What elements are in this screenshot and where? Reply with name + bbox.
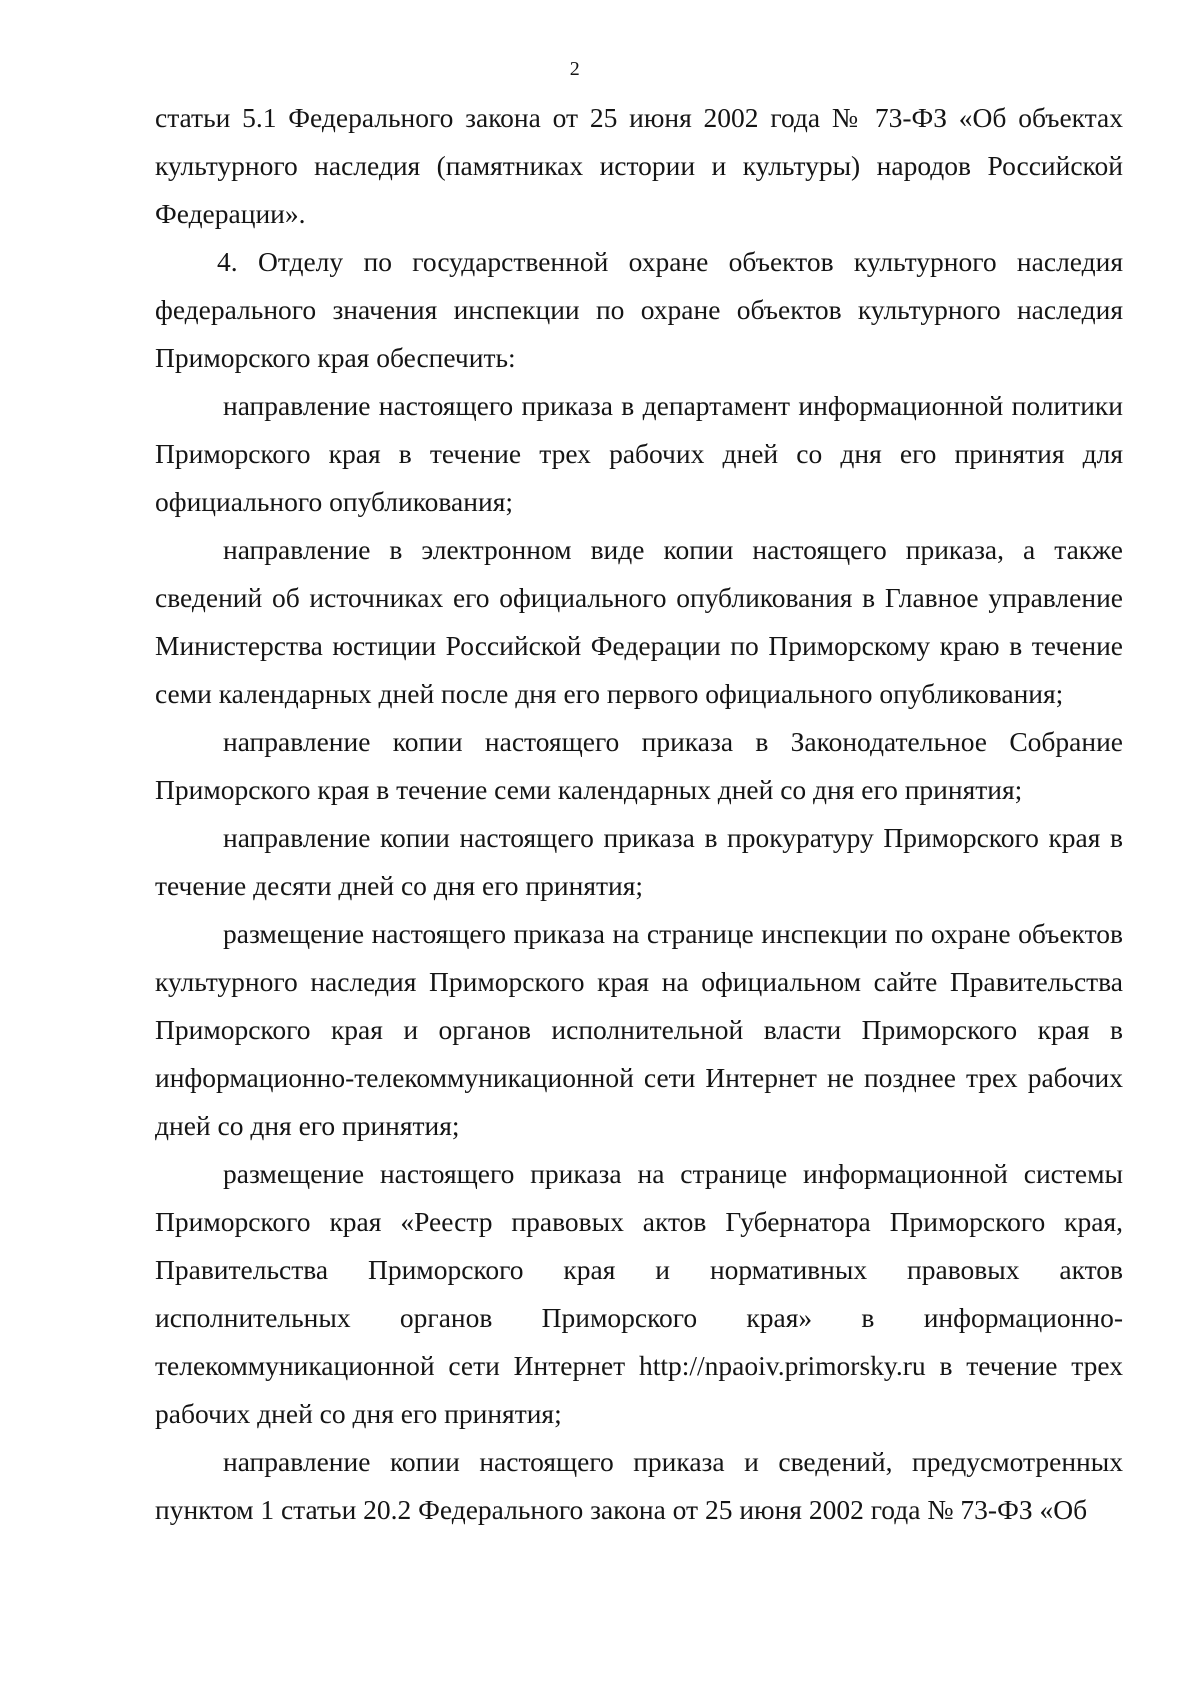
paragraph-info-policy: направление настоящего приказа в департамент информационной политики Приморского края в течение трех рабочих дней со дня его принятия для официального опубликования; (155, 390, 1123, 517)
paragraph-official-site: размещение настоящего приказа на странице инспекции по охране объектов культурного наследия Приморского края на официальном сайте Правительства Приморского края и органов исполнительной власти Приморского края в информационно-телекоммуникационной сети Интернет не позднее трех рабочих дней со дня его принятия; (155, 918, 1123, 1141)
paragraph-prosecutor: направление копии настоящего приказа в прокуратуру Приморского края в течение десяти дней со дня его принятия; (155, 822, 1123, 901)
paragraph-ministry-justice: направление в электронном виде копии настоящего приказа, а также сведений об источниках его официального опубликования в Главное управление Министерства юстиции Российской Федерации по Приморскому краю в течение семи календарных дней после дня его первого официального опубликования; (155, 534, 1123, 709)
paragraph-item-4: 4. Отделу по государственной охране объектов культурного наследия федерального значения инспекции по охране объектов культурного наследия Приморского края обеспечить: (155, 246, 1123, 373)
paragraph-continuation: статьи 5.1 Федерального закона от 25 июня 2002 года № 73-ФЗ «Об объектах культурного наследия (памятниках истории и культуры) народов Российской Федерации». (155, 102, 1123, 229)
paragraph-registry: размещение настоящего приказа на странице информационной системы Приморского края «Реестр правовых актов Губернатора Приморского края, Правительства Приморского края и нормативных правовых актов исполнительных органов Приморского края» в информационно-телекоммуникационной сети Интернет http://npaoiv.primorsky.ru в течение трех рабочих дней со дня его принятия; (155, 1158, 1123, 1429)
paragraph-copy-info: направление копии настоящего приказа и сведений, предусмотренных пунктом 1 статьи 20.2 Федерального закона от 25 июня 2002 года № 73-ФЗ «Об (155, 1446, 1123, 1525)
document-body (155, 94, 1123, 1534)
paragraph-legislative-assembly: направление копии настоящего приказа в Законодательное Собрание Приморского края в течение семи календарных дней со дня его принятия; (155, 726, 1123, 805)
page-number: 2 (569, 58, 581, 80)
